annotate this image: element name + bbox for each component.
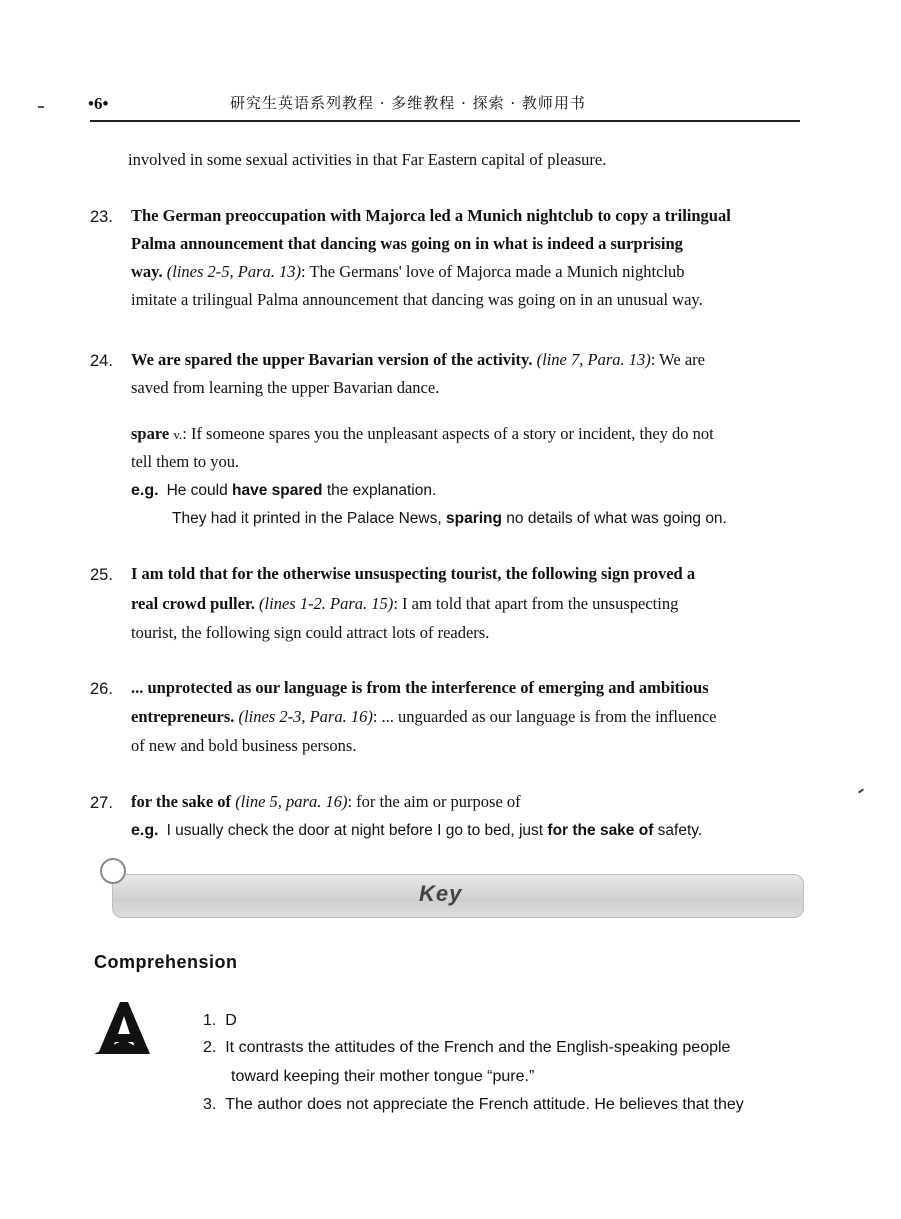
item-phrase: ... unprotected as our language is from the interference of emerging and ambitious — [131, 678, 709, 697]
item-explanation: saved from learning the upper Bavarian dance. — [131, 378, 440, 397]
key-banner — [112, 874, 804, 918]
item-phrase: I am told that for the otherwise unsuspecting tourist, the following sign proved a — [131, 564, 696, 583]
continuation-text: involved in some sexual activities in that Far Eastern capital of pleasure. — [128, 150, 607, 169]
vocab-definition: tell them to you. — [131, 452, 240, 471]
answer-item-continuation: toward keeping their mother tongue “pure.” — [231, 1068, 535, 1085]
line-reference: (lines 2-3, Para. 16) — [238, 707, 373, 726]
answer-item: 1. D — [203, 1012, 237, 1029]
answer-item: 3. The author does not appreciate the French attitude. He believes that they — [203, 1096, 744, 1113]
line-reference: (line 5, para. 16) — [235, 792, 348, 811]
item-explanation: imitate a trilingual Palma announcement that dancing was going on in an unusual way. — [131, 290, 703, 309]
item-explanation: tourist, the following sign could attract lots of readers. — [131, 623, 490, 642]
answer-item: 2. It contrasts the attitudes of the French and the English-speaking people — [203, 1039, 731, 1056]
book-title: 研究生英语系列教程 · 多维教程 · 探索 · 教师用书 — [230, 94, 586, 112]
key-label: Key — [419, 881, 463, 906]
line-reference: (line 7, Para. 13) — [536, 350, 651, 369]
page-number: •6• — [88, 94, 109, 113]
item-phrase: for the sake of (line 5, para. 16): for the aim or purpose of — [131, 792, 521, 811]
running-header — [90, 92, 800, 122]
margin-mark — [858, 788, 864, 793]
item-number: 27. — [90, 794, 113, 812]
item-phrase: We are spared the upper Bavarian version of the activity. (line 7, Para. 13): We are — [131, 350, 705, 369]
vocab-definition: spare v.: If someone spares you the unpleasant aspects of a story or incident, they do not — [131, 424, 714, 443]
section-letter-a-icon — [94, 1002, 150, 1054]
item-phrase: The German preoccupation with Majorca led a Munich nightclub to copy a trilingual — [131, 206, 731, 225]
example-sentence: They had it printed in the Palace News, sparing no details of what was going on. — [172, 510, 727, 527]
line-reference: (lines 2-5, Para. 13) — [166, 262, 302, 281]
item-number: 25. — [90, 566, 113, 584]
item-number: 23. — [90, 208, 113, 226]
margin-mark — [38, 106, 44, 108]
item-explanation: of new and bold business persons. — [131, 736, 357, 755]
item-phrase: Palma announcement that dancing was going on in what is indeed a surprising — [131, 234, 683, 253]
ring-icon — [100, 858, 126, 884]
section-letter: A — [121, 1052, 123, 1053]
item-phrase: way. (lines 2-5, Para. 13): The Germans' love of Majorca made a Munich nightclub — [131, 262, 685, 281]
line-reference: (lines 1-2. Para. 15) — [259, 594, 394, 613]
section-title: Comprehension — [94, 952, 238, 972]
example-sentence: e.g. He could have spared the explanation. — [131, 482, 437, 499]
example-sentence: e.g. I usually check the door at night before I go to bed, just for the sake of safety. — [131, 822, 703, 839]
item-number: 26. — [90, 680, 113, 698]
item-number: 24. — [90, 352, 113, 370]
item-phrase: real crowd puller. (lines 1-2. Para. 15): I am told that apart from the unsuspecting — [131, 594, 679, 613]
item-phrase: entrepreneurs. (lines 2-3, Para. 16): ... unguarded as our language is from the influence — [131, 707, 717, 726]
